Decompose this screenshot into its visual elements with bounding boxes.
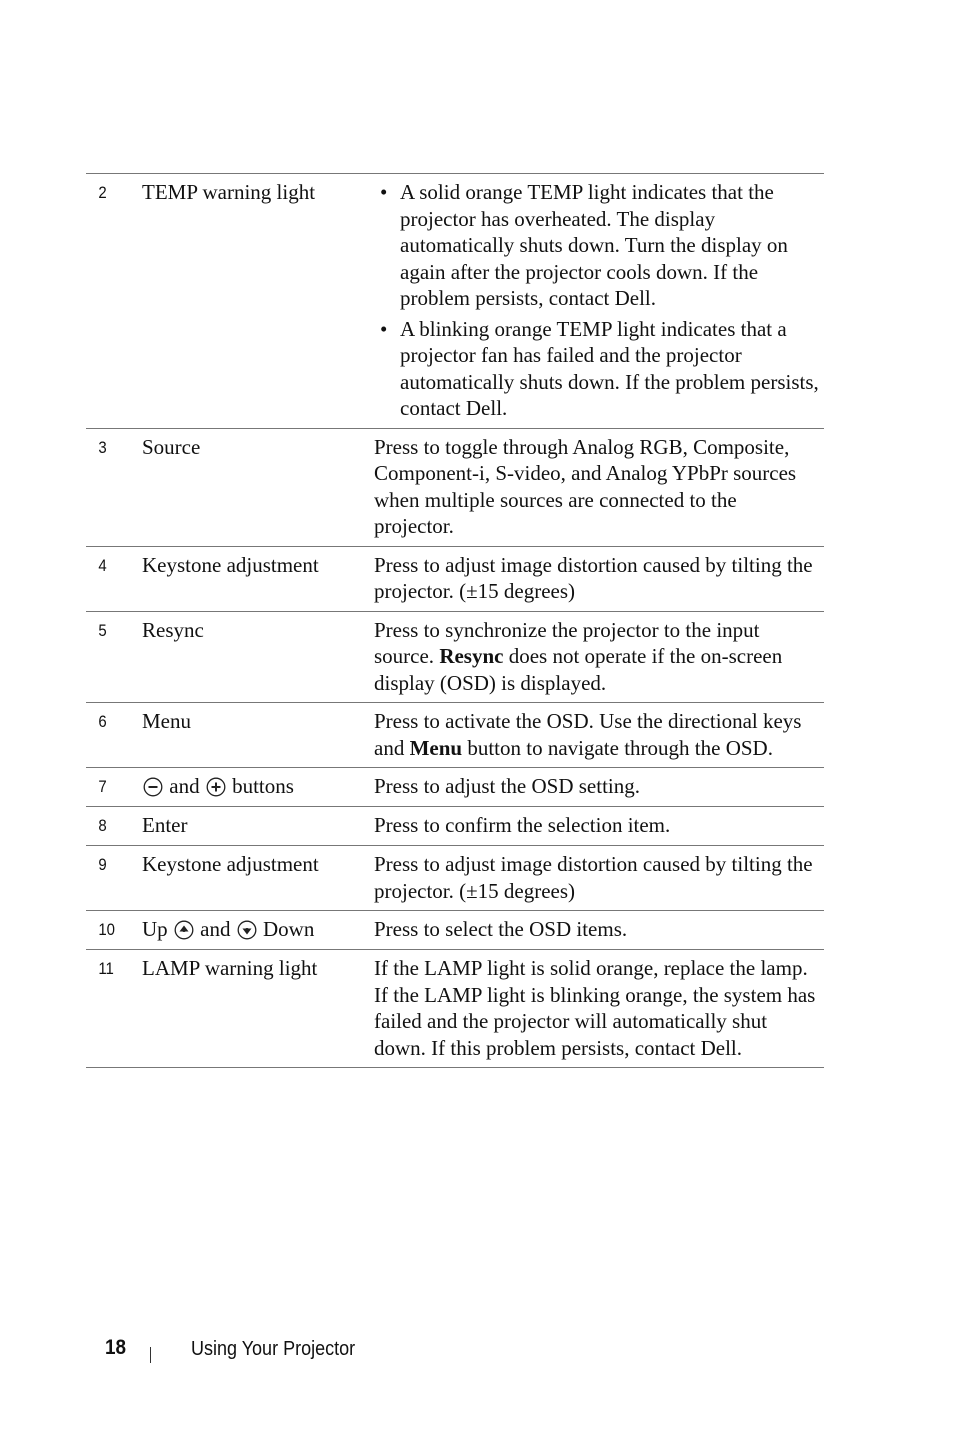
row-name: Source xyxy=(142,434,201,459)
row-name xyxy=(142,773,374,800)
table-row xyxy=(86,612,824,704)
page-number: 18 xyxy=(105,1336,127,1359)
row-number: 6 xyxy=(98,712,107,731)
down-arrow-circle-icon xyxy=(237,920,257,940)
row-description xyxy=(374,617,824,697)
row-description: Press to adjust image distortion caused by tilting the projector. (±15 degrees) xyxy=(374,552,813,603)
section-title: Using Your Projector xyxy=(191,1338,356,1360)
table-row xyxy=(86,174,824,429)
name-text: buttons xyxy=(232,774,294,798)
bullet-item: • A blinking orange TEMP light indicates that a projector fan has failed and the projector automatically shuts down. If the problem persists, contact Dell. xyxy=(374,316,820,422)
desc-keyword: Menu xyxy=(409,735,463,760)
row-name xyxy=(142,916,374,943)
row-name: Enter xyxy=(142,813,188,837)
table-row xyxy=(86,807,824,846)
table-row xyxy=(86,703,824,768)
name-text: Down xyxy=(263,917,315,941)
desc-text: does not operate if the on-screen display (OSD) is displayed. xyxy=(374,644,783,695)
row-name: LAMP warning light xyxy=(142,956,318,980)
table-row xyxy=(86,911,824,950)
bullet-list xyxy=(374,179,820,422)
row-number: 2 xyxy=(98,183,107,202)
row-description: Press to toggle through Analog RGB, Composite, Component-i, S-video, and Analog YPbPr sources when multiple sources are connected to the projector. xyxy=(374,434,797,538)
row-number: 5 xyxy=(98,620,107,640)
desc-text: button to navigate through the OSD. xyxy=(462,735,773,760)
row-number: 11 xyxy=(98,959,114,978)
footer-divider xyxy=(150,1347,151,1363)
table-row xyxy=(86,547,824,612)
desc-keyword: Resync xyxy=(439,644,504,668)
row-number: 10 xyxy=(98,920,115,939)
row-number: 8 xyxy=(98,816,107,835)
name-text: and xyxy=(169,774,200,798)
row-name: Keystone adjustment xyxy=(142,552,319,577)
bullet-item: • A solid orange TEMP light indicates that the projector has overheated. The display automatically shuts down. Turn the display on again after the projector cools down. If the problem persists, contact Dell. xyxy=(374,179,820,312)
row-number: 7 xyxy=(98,777,107,796)
row-name: Keystone adjustment xyxy=(142,852,319,876)
table-row xyxy=(86,846,824,911)
up-arrow-circle-icon xyxy=(174,920,194,940)
row-number: 9 xyxy=(98,855,107,874)
row-description: Press to confirm the selection item. xyxy=(374,813,671,837)
desc-text: Press to synchronize the projector to the input source. xyxy=(374,617,760,668)
row-number: 3 xyxy=(98,437,107,457)
name-text: Up xyxy=(142,917,168,941)
desc-text: Press to activate the OSD. Use the directional keys and xyxy=(374,709,802,760)
plus-circle-icon xyxy=(206,777,226,797)
row-name: Menu xyxy=(142,709,191,733)
table-row xyxy=(86,768,824,807)
row-description: If the LAMP light is solid orange, replace the lamp. If the LAMP light is blinking orange, the system has failed and the projector will automatically shut down. If this problem persists, contact Dell. xyxy=(374,956,816,1060)
row-number: 4 xyxy=(98,555,107,575)
row-name: Resync xyxy=(142,617,204,642)
row-name: TEMP warning light xyxy=(142,180,316,204)
row-description: Press to adjust image distortion caused by tilting the projector. (±15 degrees) xyxy=(374,852,813,903)
row-description: Press to adjust the OSD setting. xyxy=(374,774,640,798)
row-description: Press to select the OSD items. xyxy=(374,917,628,941)
table-row xyxy=(86,950,824,1068)
row-description xyxy=(374,708,824,761)
name-text: and xyxy=(200,917,231,941)
table-row xyxy=(86,429,824,547)
row-description xyxy=(374,179,824,422)
button-description-table xyxy=(86,173,824,1068)
minus-circle-icon xyxy=(143,777,163,797)
